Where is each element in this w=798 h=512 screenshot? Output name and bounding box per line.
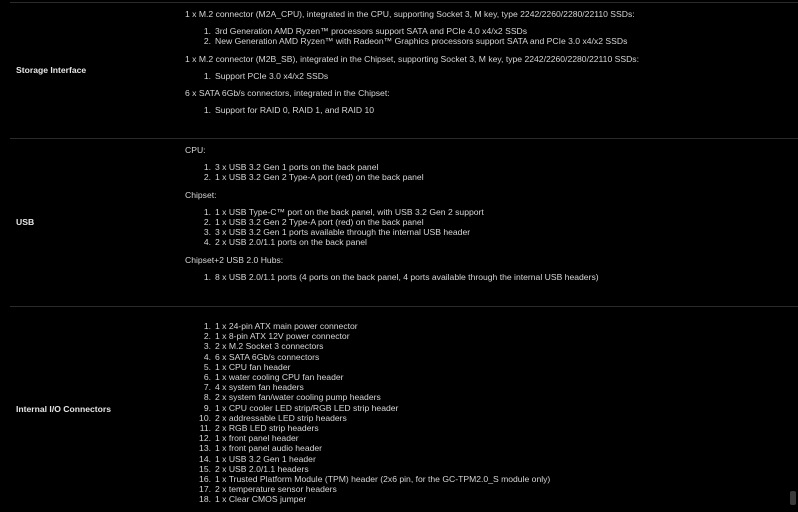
list-item <box>195 443 798 453</box>
spec-content-storage <box>181 3 798 138</box>
list-item-text: 2 x temperature sensor headers <box>215 484 337 495</box>
list-item-number: 17. <box>199 484 211 495</box>
list-item <box>195 207 798 217</box>
spec-row-storage <box>10 2 798 138</box>
list-item-number: 1. <box>203 321 211 331</box>
list-item <box>195 413 798 423</box>
list-item-number: 1. <box>203 105 211 116</box>
list-item <box>195 484 798 494</box>
list-item <box>195 272 798 282</box>
list-item-text: 2 x USB 2.0/1.1 ports on the back panel <box>215 237 367 248</box>
list-item-number: 4. <box>203 351 211 362</box>
list-item <box>195 403 798 413</box>
list-item-text: 1 x front panel header <box>215 433 299 444</box>
usb-list-3 <box>185 272 798 282</box>
list-item-text: 8 x USB 2.0/1.1 ports (4 ports on the back panel, 4 ports available through the internal USB headers) <box>215 271 599 282</box>
io-list <box>185 321 798 505</box>
list-item <box>195 392 798 402</box>
spec-row-usb <box>10 138 798 306</box>
list-item <box>195 433 798 443</box>
list-item-text: 1 x 8-pin ATX 12V power connector <box>215 331 350 342</box>
list-item <box>195 36 798 46</box>
list-item <box>195 172 798 182</box>
usb-para-3: Chipset+2 USB 2.0 Hubs: <box>185 254 284 265</box>
list-item-text: Support for RAID 0, RAID 1, and RAID 10 <box>215 105 375 116</box>
list-item-text: 1 x 24-pin ATX main power connector <box>215 321 358 331</box>
list-item-number: 14. <box>199 453 211 464</box>
spec-label-internal-io: Internal I/O Connectors <box>16 404 112 415</box>
list-item <box>195 362 798 372</box>
list-item-number: 2. <box>203 36 211 47</box>
list-item-text: 1 x Clear CMOS jumper <box>215 494 307 505</box>
spec-row-internal-io <box>10 306 798 512</box>
list-item-number: 1. <box>203 26 211 37</box>
list-item <box>195 352 798 362</box>
list-item-text: 1 x CPU fan header <box>215 361 291 372</box>
scrollbar-thumb[interactable] <box>790 491 796 505</box>
list-item <box>195 331 798 341</box>
list-item <box>195 494 798 504</box>
list-item-text: 2 x addressable LED strip headers <box>215 412 347 423</box>
list-item <box>195 227 798 237</box>
list-item-number: 11. <box>199 423 211 434</box>
usb-para-2: Chipset: <box>185 189 217 200</box>
list-item-text: 1 x water cooling CPU fan header <box>215 372 344 383</box>
storage-list-1 <box>185 26 798 46</box>
list-item-text: 1 x USB Type-C™ port on the back panel, with USB 3.2 Gen 2 support <box>215 206 484 217</box>
list-item-number: 1. <box>203 70 211 81</box>
list-item-text: 2 x RGB LED strip headers <box>215 423 319 434</box>
list-item-text: 1 x front panel audio header <box>215 443 323 454</box>
list-item-number: 3. <box>203 341 211 352</box>
list-item <box>195 423 798 433</box>
list-item-number: 10. <box>199 412 211 423</box>
storage-list-3 <box>185 105 798 115</box>
list-item <box>195 162 798 172</box>
list-item <box>195 454 798 464</box>
list-item-number: 1. <box>203 162 211 173</box>
list-item-text: Support PCIe 3.0 x4/x2 SSDs <box>215 70 329 81</box>
spec-label-storage: Storage Interface <box>16 65 87 76</box>
list-item-text: 1 x CPU cooler LED strip/RGB LED strip header <box>215 402 399 413</box>
list-item <box>195 71 798 81</box>
storage-para-2: 1 x M.2 connector (M2B_SB), integrated in the Chipset, supporting Socket 3, M key, type 2242/2260/2280/22110 SSDs: <box>185 53 639 64</box>
list-item-number: 6. <box>203 372 211 383</box>
storage-para-3: 6 x SATA 6Gb/s connectors, integrated in the Chipset: <box>185 88 390 99</box>
list-item <box>195 217 798 227</box>
list-item-number: 2. <box>203 217 211 228</box>
list-item-number: 7. <box>203 382 211 393</box>
list-item-number: 18. <box>199 494 211 505</box>
list-item-text: 2 x M.2 Socket 3 connectors <box>215 341 324 352</box>
list-item-number: 1. <box>203 206 211 217</box>
list-item <box>195 105 798 115</box>
list-item-text: 2 x system fan/water cooling pump headers <box>215 392 381 403</box>
list-item-number: 4. <box>203 237 211 248</box>
list-item-number: 15. <box>199 463 211 474</box>
list-item-number: 12. <box>199 433 211 444</box>
list-item <box>195 474 798 484</box>
usb-list-1 <box>185 162 798 182</box>
list-item-text: 2 x USB 2.0/1.1 headers <box>215 463 309 474</box>
usb-list-2 <box>185 207 798 248</box>
list-item-text: 3rd Generation AMD Ryzen™ processors support SATA and PCIe 4.0 x4/x2 SSDs <box>215 26 528 37</box>
storage-list-2 <box>185 71 798 81</box>
list-item-number: 1. <box>203 271 211 282</box>
list-item <box>195 464 798 474</box>
list-item-text: 3 x USB 3.2 Gen 1 ports available through the internal USB header <box>215 227 471 238</box>
list-item-number: 2. <box>203 331 211 342</box>
list-item-text: 6 x SATA 6Gb/s connectors <box>215 351 320 362</box>
spec-content-usb <box>181 139 798 306</box>
list-item-number: 2. <box>203 172 211 183</box>
list-item-number: 16. <box>199 474 211 485</box>
list-item-number: 9. <box>203 402 211 413</box>
list-item-number: 8. <box>203 392 211 403</box>
list-item-text: 1 x USB 3.2 Gen 2 Type-A port (red) on the back panel <box>215 217 424 228</box>
list-item <box>195 382 798 392</box>
usb-para-1: CPU: <box>185 145 206 155</box>
list-item <box>195 372 798 382</box>
list-item-text: 4 x system fan headers <box>215 382 304 393</box>
list-item <box>195 341 798 351</box>
list-item-text: 1 x USB 3.2 Gen 2 Type-A port (red) on the back panel <box>215 172 424 183</box>
list-item-number: 5. <box>203 361 211 372</box>
list-item <box>195 321 798 331</box>
spec-label-usb: USB <box>16 217 35 228</box>
list-item <box>195 237 798 247</box>
list-item-number: 3. <box>203 227 211 238</box>
list-item-text: New Generation AMD Ryzen™ with Radeon™ Graphics processors support SATA and PCIe 3.0 x4/x2 SSDs <box>215 36 628 47</box>
storage-para-1: 1 x M.2 connector (M2A_CPU), integrated in the CPU, supporting Socket 3, M key, type 2242/2260/2280/22110 SSDs: <box>185 9 635 19</box>
spec-content-internal-io <box>181 307 798 512</box>
list-item-text: 1 x USB 3.2 Gen 1 header <box>215 453 316 464</box>
list-item-text: 1 x Trusted Platform Module (TPM) header (2x6 pin, for the GC-TPM2.0_S module only) <box>215 474 551 485</box>
list-item-number: 13. <box>199 443 211 454</box>
list-item <box>195 26 798 36</box>
list-item-text: 3 x USB 3.2 Gen 1 ports on the back panel <box>215 162 379 173</box>
